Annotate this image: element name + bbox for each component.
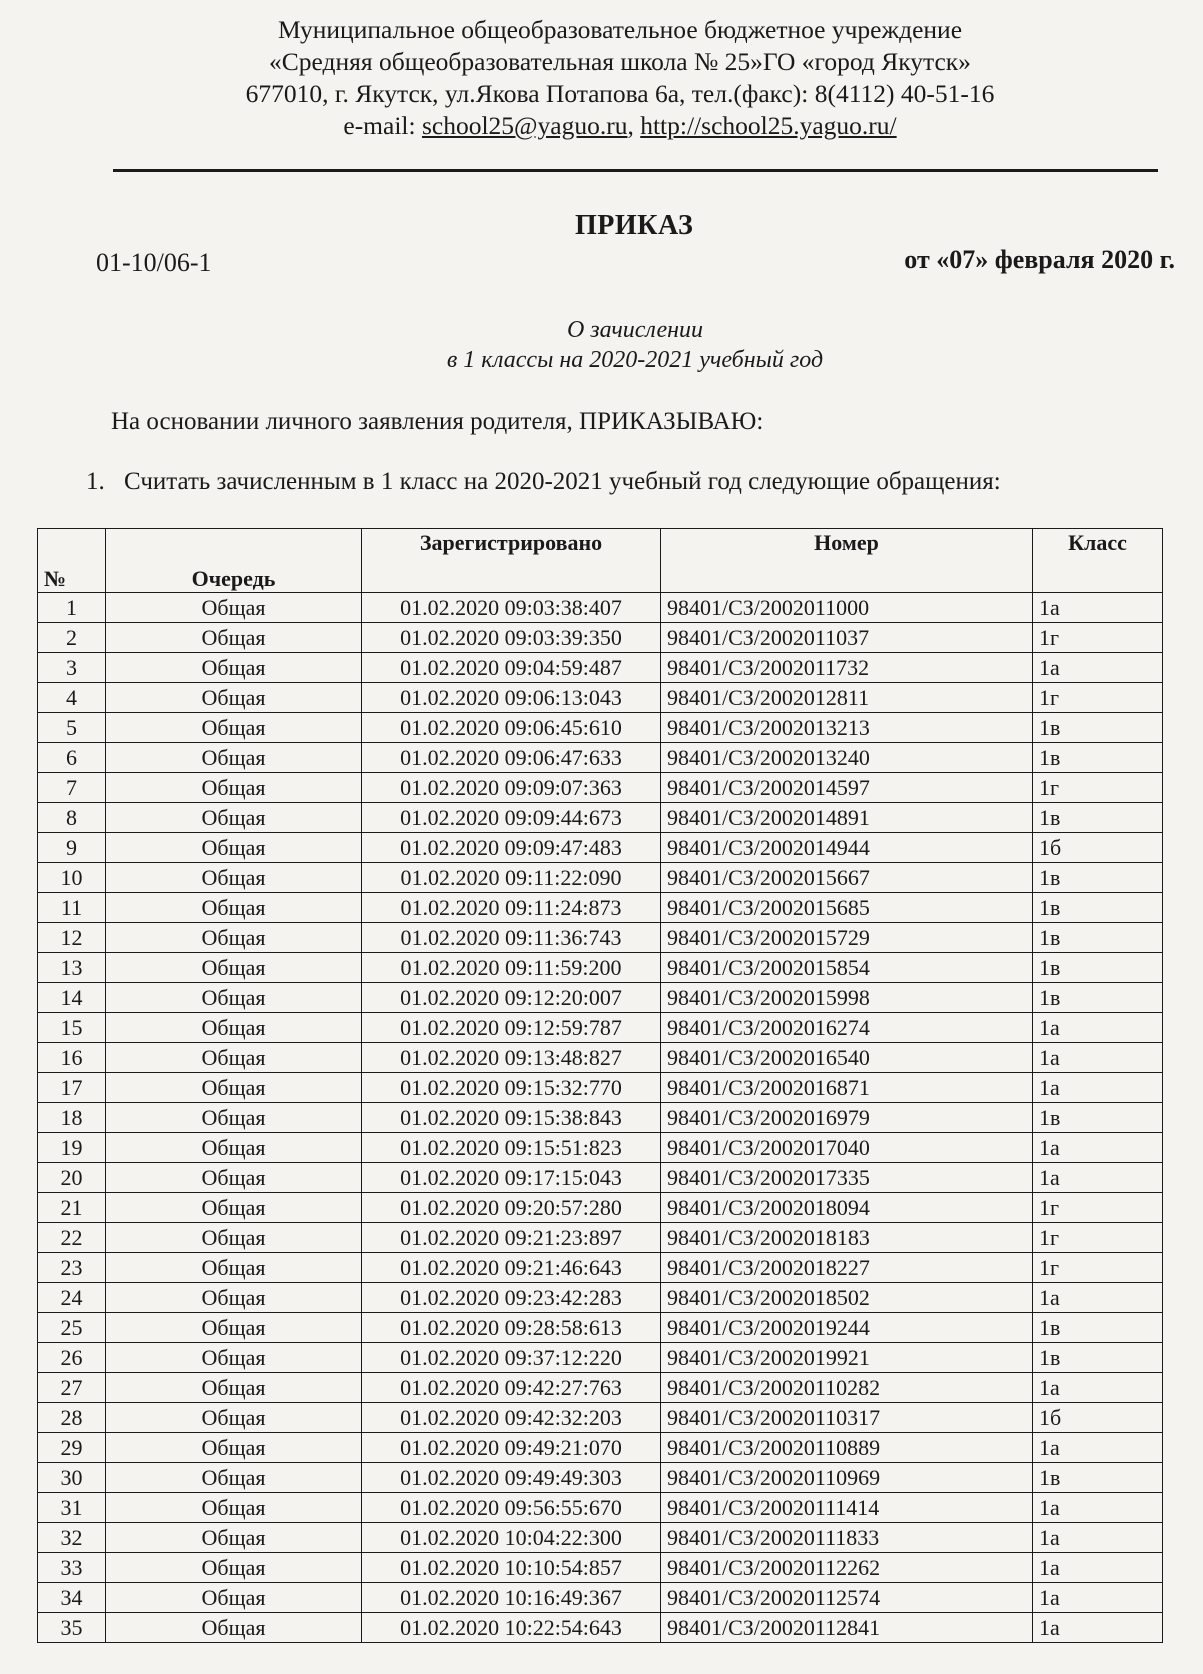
row-number: 98401/СЗ/2002019921 <box>661 1343 1033 1373</box>
row-registered: 01.02.2020 09:49:21:070 <box>362 1433 661 1463</box>
row-queue: Общая <box>106 1613 362 1643</box>
table-row <box>38 713 1163 743</box>
row-class: 1а <box>1033 1583 1163 1613</box>
row-class: 1г <box>1033 773 1163 803</box>
row-number: 98401/СЗ/20020111833 <box>661 1523 1033 1553</box>
row-number: 98401/СЗ/20020112262 <box>661 1553 1033 1583</box>
row-queue: Общая <box>106 713 362 743</box>
row-num: 5 <box>38 713 106 743</box>
row-registered: 01.02.2020 09:06:13:043 <box>362 683 661 713</box>
table-row <box>38 1523 1163 1553</box>
row-queue: Общая <box>106 653 362 683</box>
row-num: 18 <box>38 1103 106 1133</box>
row-number: 98401/СЗ/2002015854 <box>661 953 1033 983</box>
row-num: 31 <box>38 1493 106 1523</box>
row-class: 1а <box>1033 653 1163 683</box>
row-number: 98401/СЗ/20020110282 <box>661 1373 1033 1403</box>
row-number: 98401/СЗ/2002018502 <box>661 1283 1033 1313</box>
row-number: 98401/СЗ/2002019244 <box>661 1313 1033 1343</box>
row-number: 98401/СЗ/2002016871 <box>661 1073 1033 1103</box>
row-num: 28 <box>38 1403 106 1433</box>
row-num: 33 <box>38 1553 106 1583</box>
row-num: 24 <box>38 1283 106 1313</box>
row-registered: 01.02.2020 09:13:48:827 <box>362 1043 661 1073</box>
row-queue: Общая <box>106 593 362 623</box>
row-num: 13 <box>38 953 106 983</box>
row-class: 1в <box>1033 713 1163 743</box>
row-num: 30 <box>38 1463 106 1493</box>
row-queue: Общая <box>106 803 362 833</box>
header-num: № <box>38 529 106 593</box>
row-number: 98401/СЗ/2002015998 <box>661 983 1033 1013</box>
row-class: 1г <box>1033 623 1163 653</box>
table-row <box>38 1223 1163 1253</box>
row-num: 15 <box>38 1013 106 1043</box>
row-class: 1а <box>1033 1043 1163 1073</box>
row-queue: Общая <box>106 1523 362 1553</box>
row-class: 1а <box>1033 1613 1163 1643</box>
table-row <box>38 1493 1163 1523</box>
row-class: 1в <box>1033 1343 1163 1373</box>
table-row <box>38 1253 1163 1283</box>
row-class: 1а <box>1033 1493 1163 1523</box>
table-row <box>38 803 1163 833</box>
email-label: e-mail: <box>343 111 422 140</box>
table-row <box>38 1103 1163 1133</box>
subject-line-1: О зачислении <box>566 317 704 343</box>
row-number: 98401/СЗ/2002011732 <box>661 653 1033 683</box>
row-registered: 01.02.2020 09:12:20:007 <box>362 983 661 1013</box>
row-number: 98401/СЗ/2002016540 <box>661 1043 1033 1073</box>
row-num: 20 <box>38 1163 106 1193</box>
row-registered: 01.02.2020 09:56:55:670 <box>362 1493 661 1523</box>
row-registered: 01.02.2020 09:15:38:843 <box>362 1103 661 1133</box>
row-number: 98401/СЗ/2002018227 <box>661 1253 1033 1283</box>
table-row <box>38 863 1163 893</box>
row-registered: 01.02.2020 09:15:32:770 <box>362 1073 661 1103</box>
row-num: 8 <box>38 803 106 833</box>
row-number: 98401/СЗ/2002016979 <box>661 1103 1033 1133</box>
row-class: 1в <box>1033 893 1163 923</box>
row-registered: 01.02.2020 10:16:49:367 <box>362 1583 661 1613</box>
row-num: 34 <box>38 1583 106 1613</box>
row-queue: Общая <box>106 1223 362 1253</box>
row-num: 19 <box>38 1133 106 1163</box>
row-number: 98401/СЗ/2002018183 <box>661 1223 1033 1253</box>
table-row <box>38 623 1163 653</box>
table-row <box>38 893 1163 923</box>
row-num: 26 <box>38 1343 106 1373</box>
row-num: 32 <box>38 1523 106 1553</box>
row-registered: 01.02.2020 09:17:15:043 <box>362 1163 661 1193</box>
row-num: 6 <box>38 743 106 773</box>
row-queue: Общая <box>106 1343 362 1373</box>
website-link[interactable]: http://school25.yaguo.ru/ <box>640 111 897 140</box>
row-number: 98401/СЗ/20020112574 <box>661 1583 1033 1613</box>
row-number: 98401/СЗ/20020110969 <box>661 1463 1033 1493</box>
table-row <box>38 1583 1163 1613</box>
row-num: 7 <box>38 773 106 803</box>
row-registered: 01.02.2020 09:28:58:613 <box>362 1313 661 1343</box>
row-number: 98401/СЗ/2002013213 <box>661 713 1033 743</box>
row-queue: Общая <box>106 683 362 713</box>
row-num: 22 <box>38 1223 106 1253</box>
row-registered: 01.02.2020 09:11:59:200 <box>362 953 661 983</box>
row-number: 98401/СЗ/2002015667 <box>661 863 1033 893</box>
row-class: 1г <box>1033 1253 1163 1283</box>
row-class: 1а <box>1033 1163 1163 1193</box>
row-class: 1в <box>1033 1103 1163 1133</box>
table-row <box>38 1283 1163 1313</box>
row-registered: 01.02.2020 09:21:46:643 <box>362 1253 661 1283</box>
row-queue: Общая <box>106 983 362 1013</box>
row-registered: 01.02.2020 09:09:07:363 <box>362 773 661 803</box>
row-num: 23 <box>38 1253 106 1283</box>
row-registered: 01.02.2020 09:42:27:763 <box>362 1373 661 1403</box>
row-num: 16 <box>38 1043 106 1073</box>
row-class: 1а <box>1033 1133 1163 1163</box>
row-queue: Общая <box>106 1193 362 1223</box>
subject-line-2: в 1 классы на 2020-2021 учебный год <box>446 347 824 373</box>
row-registered: 01.02.2020 09:11:22:090 <box>362 863 661 893</box>
email-link[interactable]: school25@yaguo.ru <box>421 111 628 140</box>
row-num: 10 <box>38 863 106 893</box>
row-number: 98401/СЗ/2002015729 <box>661 923 1033 953</box>
header-line-1: Муниципальное общеобразовательное бюджетное учреждение <box>277 15 963 44</box>
table-row <box>38 1373 1163 1403</box>
row-queue: Общая <box>106 1043 362 1073</box>
row-registered: 01.02.2020 09:04:59:487 <box>362 653 661 683</box>
row-num: 17 <box>38 1073 106 1103</box>
row-queue: Общая <box>106 1433 362 1463</box>
table-row <box>38 1013 1163 1043</box>
row-num: 9 <box>38 833 106 863</box>
header-divider <box>113 169 1158 172</box>
row-class: 1в <box>1033 803 1163 833</box>
row-class: 1г <box>1033 1193 1163 1223</box>
row-number: 98401/СЗ/2002015685 <box>661 893 1033 923</box>
row-num: 25 <box>38 1313 106 1343</box>
row-num: 11 <box>38 893 106 923</box>
row-registered: 01.02.2020 09:11:24:873 <box>362 893 661 923</box>
order-basis: На основании личного заявления родителя, ПРИКАЗЫВАЮ: <box>111 408 764 435</box>
row-num: 27 <box>38 1373 106 1403</box>
order-number: 01-10/06-1 <box>96 248 212 277</box>
row-class: 1в <box>1033 1463 1163 1493</box>
item-text: Считать зачисленным в 1 класс на 2020-2021 учебный год следующие обращения: <box>124 468 1001 495</box>
table-row <box>38 1043 1163 1073</box>
row-queue: Общая <box>106 833 362 863</box>
table-row <box>38 983 1163 1013</box>
row-number: 98401/СЗ/2002016274 <box>661 1013 1033 1043</box>
row-number: 98401/СЗ/2002018094 <box>661 1193 1033 1223</box>
row-class: 1б <box>1033 1403 1163 1433</box>
row-queue: Общая <box>106 1103 362 1133</box>
row-queue: Общая <box>106 1373 362 1403</box>
enrollment-table <box>37 528 1163 1643</box>
header-contacts <box>0 110 1203 142</box>
row-num: 35 <box>38 1613 106 1643</box>
row-num: 29 <box>38 1433 106 1463</box>
table-row <box>38 1463 1163 1493</box>
row-num: 12 <box>38 923 106 953</box>
table-row <box>38 833 1163 863</box>
table-row <box>38 923 1163 953</box>
row-class: 1в <box>1033 983 1163 1013</box>
row-registered: 01.02.2020 10:10:54:857 <box>362 1553 661 1583</box>
table-row <box>38 1553 1163 1583</box>
row-class: 1а <box>1033 1373 1163 1403</box>
row-registered: 01.02.2020 09:12:59:787 <box>362 1013 661 1043</box>
row-registered: 01.02.2020 09:09:47:483 <box>362 833 661 863</box>
row-class: 1в <box>1033 923 1163 953</box>
row-registered: 01.02.2020 10:22:54:643 <box>362 1613 661 1643</box>
order-item-1 <box>86 468 1001 496</box>
row-registered: 01.02.2020 09:15:51:823 <box>362 1133 661 1163</box>
row-queue: Общая <box>106 1013 362 1043</box>
order-date: от «07» февраля 2020 г. <box>904 245 1175 274</box>
header-line-2: «Средняя общеобразовательная школа № 25»ГО «город Якутск» <box>269 47 971 76</box>
row-class: 1б <box>1033 833 1163 863</box>
row-number: 98401/СЗ/20020111414 <box>661 1493 1033 1523</box>
row-class: 1а <box>1033 593 1163 623</box>
table-row <box>38 683 1163 713</box>
row-num: 3 <box>38 653 106 683</box>
row-num: 2 <box>38 623 106 653</box>
table-row <box>38 593 1163 623</box>
header-number: Номер <box>661 529 1033 593</box>
row-number: 98401/СЗ/20020110317 <box>661 1403 1033 1433</box>
row-num: 14 <box>38 983 106 1013</box>
table-row <box>38 1433 1163 1463</box>
table-row <box>38 773 1163 803</box>
row-class: 1а <box>1033 1553 1163 1583</box>
row-queue: Общая <box>106 1253 362 1283</box>
row-registered: 01.02.2020 10:04:22:300 <box>362 1523 661 1553</box>
row-number: 98401/СЗ/2002014944 <box>661 833 1033 863</box>
table-row <box>38 1193 1163 1223</box>
table-row <box>38 1313 1163 1343</box>
row-registered: 01.02.2020 09:06:47:633 <box>362 743 661 773</box>
row-queue: Общая <box>106 623 362 653</box>
table-row <box>38 653 1163 683</box>
row-number: 98401/СЗ/2002017040 <box>661 1133 1033 1163</box>
table-row <box>38 743 1163 773</box>
row-registered: 01.02.2020 09:09:44:673 <box>362 803 661 833</box>
row-class: 1а <box>1033 1073 1163 1103</box>
row-queue: Общая <box>106 1133 362 1163</box>
table-row <box>38 1613 1163 1643</box>
row-queue: Общая <box>106 1493 362 1523</box>
school-header <box>0 14 1203 142</box>
item-number: 1. <box>86 468 105 495</box>
table-row <box>38 1403 1163 1433</box>
row-class: 1а <box>1033 1523 1163 1553</box>
row-number: 98401/СЗ/2002011000 <box>661 593 1033 623</box>
row-class: 1а <box>1033 1433 1163 1463</box>
header-queue: Очередь <box>106 529 362 593</box>
row-class: 1а <box>1033 1013 1163 1043</box>
row-registered: 01.02.2020 09:11:36:743 <box>362 923 661 953</box>
row-queue: Общая <box>106 1463 362 1493</box>
row-registered: 01.02.2020 09:23:42:283 <box>362 1283 661 1313</box>
row-queue: Общая <box>106 773 362 803</box>
row-queue: Общая <box>106 893 362 923</box>
row-queue: Общая <box>106 923 362 953</box>
row-registered: 01.02.2020 09:06:45:610 <box>362 713 661 743</box>
table-row <box>38 1343 1163 1373</box>
row-queue: Общая <box>106 1163 362 1193</box>
row-class: 1в <box>1033 1313 1163 1343</box>
row-number: 98401/СЗ/2002012811 <box>661 683 1033 713</box>
row-number: 98401/СЗ/2002017335 <box>661 1163 1033 1193</box>
row-num: 21 <box>38 1193 106 1223</box>
row-registered: 01.02.2020 09:03:38:407 <box>362 593 661 623</box>
row-queue: Общая <box>106 953 362 983</box>
row-number: 98401/СЗ/20020112841 <box>661 1613 1033 1643</box>
row-num: 1 <box>38 593 106 623</box>
row-queue: Общая <box>106 1283 362 1313</box>
row-queue: Общая <box>106 863 362 893</box>
row-number: 98401/СЗ/2002011037 <box>661 623 1033 653</box>
row-class: 1в <box>1033 863 1163 893</box>
row-registered: 01.02.2020 09:49:49:303 <box>362 1463 661 1493</box>
row-registered: 01.02.2020 09:37:12:220 <box>362 1343 661 1373</box>
row-number: 98401/СЗ/2002014891 <box>661 803 1033 833</box>
header-line-3: 677010, г. Якутск, ул.Якова Потапова 6а, тел.(факс): 8(4112) 40-51-16 <box>245 79 995 108</box>
row-class: 1а <box>1033 1283 1163 1313</box>
row-registered: 01.02.2020 09:42:32:203 <box>362 1403 661 1433</box>
row-queue: Общая <box>106 1583 362 1613</box>
row-class: 1в <box>1033 953 1163 983</box>
row-class: 1г <box>1033 683 1163 713</box>
row-class: 1г <box>1033 1223 1163 1253</box>
row-number: 98401/СЗ/2002013240 <box>661 743 1033 773</box>
row-queue: Общая <box>106 1553 362 1583</box>
row-registered: 01.02.2020 09:21:23:897 <box>362 1223 661 1253</box>
document-title: ПРИКАЗ <box>575 210 694 241</box>
row-num: 4 <box>38 683 106 713</box>
row-queue: Общая <box>106 743 362 773</box>
row-registered: 01.02.2020 09:03:39:350 <box>362 623 661 653</box>
row-queue: Общая <box>106 1313 362 1343</box>
row-queue: Общая <box>106 1073 362 1103</box>
table-row <box>38 1163 1163 1193</box>
table-row <box>38 1073 1163 1103</box>
row-number: 98401/СЗ/20020110889 <box>661 1433 1033 1463</box>
header-class: Класс <box>1033 529 1163 593</box>
table-row <box>38 1133 1163 1163</box>
table-row <box>38 953 1163 983</box>
row-number: 98401/СЗ/2002014597 <box>661 773 1033 803</box>
row-class: 1в <box>1033 743 1163 773</box>
contacts-separator: , <box>627 111 641 140</box>
header-registered: Зарегистрировано <box>362 529 661 593</box>
row-registered: 01.02.2020 09:20:57:280 <box>362 1193 661 1223</box>
order-subject <box>0 315 1203 375</box>
row-queue: Общая <box>106 1403 362 1433</box>
table-header-row <box>38 529 1163 593</box>
